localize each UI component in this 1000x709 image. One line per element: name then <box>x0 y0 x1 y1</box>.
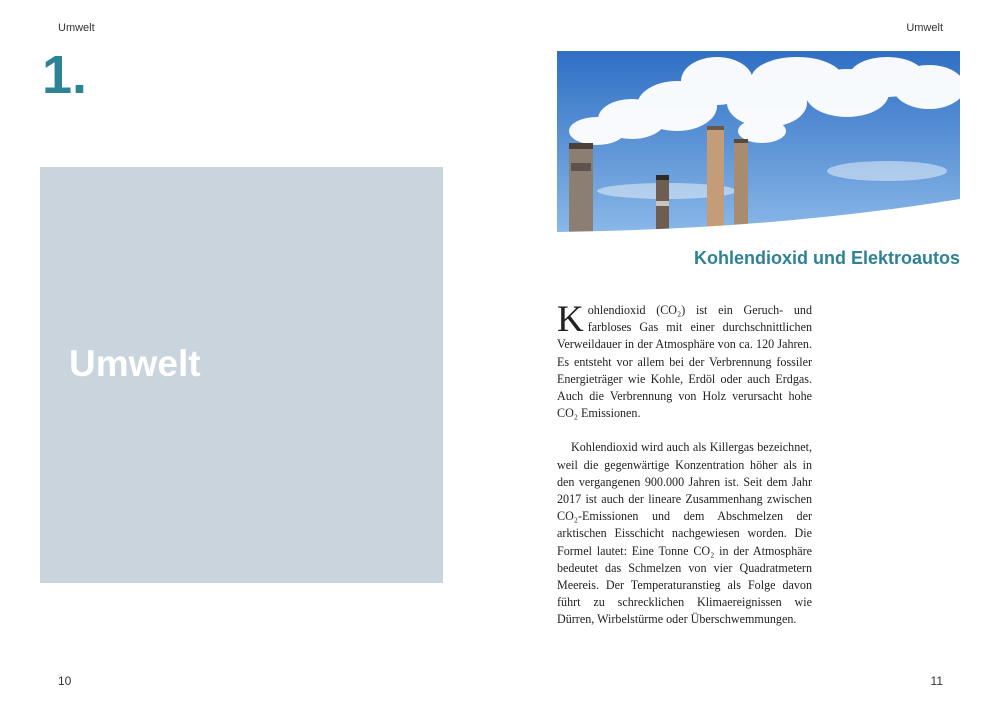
chapter-number: 1. <box>42 45 88 105</box>
paragraph-1 <box>557 299 812 422</box>
running-head-left: Umwelt <box>58 22 95 34</box>
article-body <box>557 299 812 629</box>
chapter-title: Umwelt <box>69 343 201 384</box>
page-number-right: 11 <box>930 674 943 688</box>
paragraph-2: Kohlendioxid wird auch als Killergas bezeichnet, weil die gegenwärtige Konzentration höher als in den vergangenen 900.000 Jahren ist. Seit dem Jahr 2017 ist auch der lineare Zusammenhang zwischen CO₂-Emissionen und dem Abschmelzen der arktischen Eisschicht nachgewiesen worden. Die Formel lautet: Eine Tonne CO₂ in der Atmosphäre bedeutet das Schmelzen von vier Quadratmetern Meereis. Der Temperaturanstieg als Folge davon führt zu schrecklichen Klimaereignissen wie Dürren, Wirbelstürme oder Überschwemmungen. <box>557 440 812 627</box>
chapter-title-block <box>40 167 443 583</box>
running-head-right: Umwelt <box>906 22 943 34</box>
paragraph-1-text: ohlendioxid (CO₂) ist ein Geruch- und farbloses Gas mit einer durchschnittlichen Verweildauer in der Atmosphäre von ca. 120 Jahren. Es entsteht vor allem bei der Verbrennung fossiler Energieträger wie Kohle, Erdöl oder auch Erdgas. Auch die Verbrennung von Holz verursacht hohe CO₂ Emissionen. <box>557 303 812 421</box>
smokestacks-photo <box>557 51 960 234</box>
page-number-left: 10 <box>58 674 72 688</box>
drop-cap: K <box>557 299 584 340</box>
section-title: Kohlendioxid und Elektroautos <box>693 248 960 268</box>
